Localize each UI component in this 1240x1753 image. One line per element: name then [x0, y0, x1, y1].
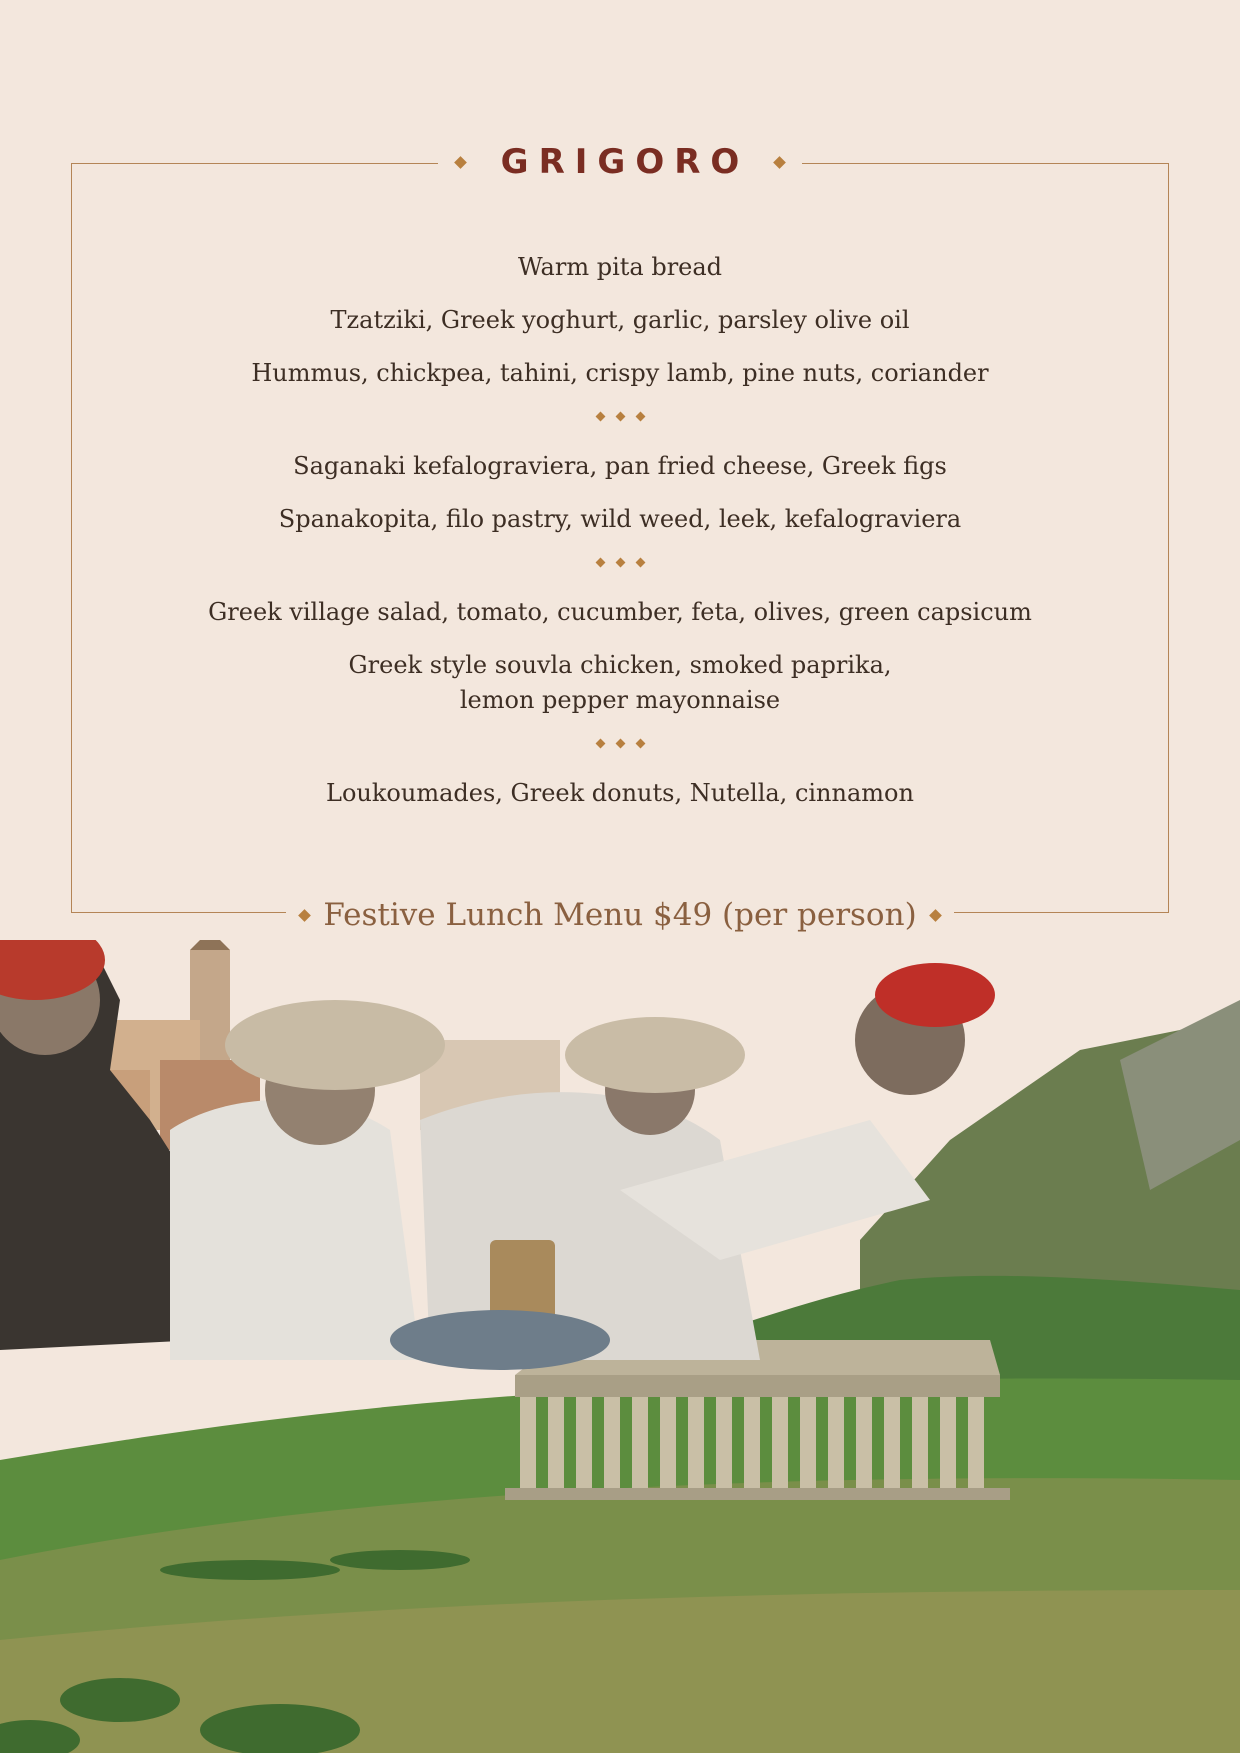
- diamond-icon: [615, 411, 625, 421]
- diamond-icon: [635, 557, 645, 567]
- diamond-icon: [635, 411, 645, 421]
- footer: [0, 893, 1240, 937]
- landscape-illustration: [0, 940, 1240, 1753]
- course-separator: [0, 409, 1240, 423]
- course-separator: [0, 736, 1240, 750]
- price-line: Festive Lunch Menu $49 (per person): [323, 897, 917, 933]
- course-1: [0, 250, 1240, 391]
- dish: Loukoumades, Greek donuts, Nutella, cinnamon: [326, 779, 914, 807]
- header: [0, 142, 1240, 182]
- dish: Hummus, chickpea, tahini, crispy lamb, pine nuts, coriander: [251, 359, 989, 387]
- diamond-ornament-icon: [298, 909, 311, 922]
- dish: Spanakopita, filo pastry, wild weed, leek, kefalograviera: [278, 505, 962, 533]
- diamond-icon: [615, 557, 625, 567]
- diamond-ornament-icon: [773, 156, 786, 169]
- diamond-icon: [595, 411, 605, 421]
- dish: Greek style souvla chicken, smoked paprika, lemon pepper mayonnaise: [348, 651, 892, 714]
- dish: Greek village salad, tomato, cucumber, feta, olives, green capsicum: [208, 598, 1032, 626]
- course-separator: [0, 555, 1240, 569]
- dish: Saganaki kefalograviera, pan fried cheese, Greek figs: [293, 452, 947, 480]
- diamond-ornament-icon: [454, 156, 467, 169]
- diamond-icon: [635, 738, 645, 748]
- menu-list: [0, 250, 1240, 829]
- brand-title: GRIGORO: [500, 142, 750, 182]
- diamond-icon: [595, 557, 605, 567]
- diamond-icon: [615, 738, 625, 748]
- diamond-ornament-icon: [929, 909, 942, 922]
- dish: Warm pita bread: [517, 253, 723, 281]
- dish: Tzatziki, Greek yoghurt, garlic, parsley olive oil: [330, 306, 910, 334]
- course-4: [0, 776, 1240, 811]
- course-3: [0, 595, 1240, 718]
- diamond-icon: [595, 738, 605, 748]
- course-2: [0, 449, 1240, 537]
